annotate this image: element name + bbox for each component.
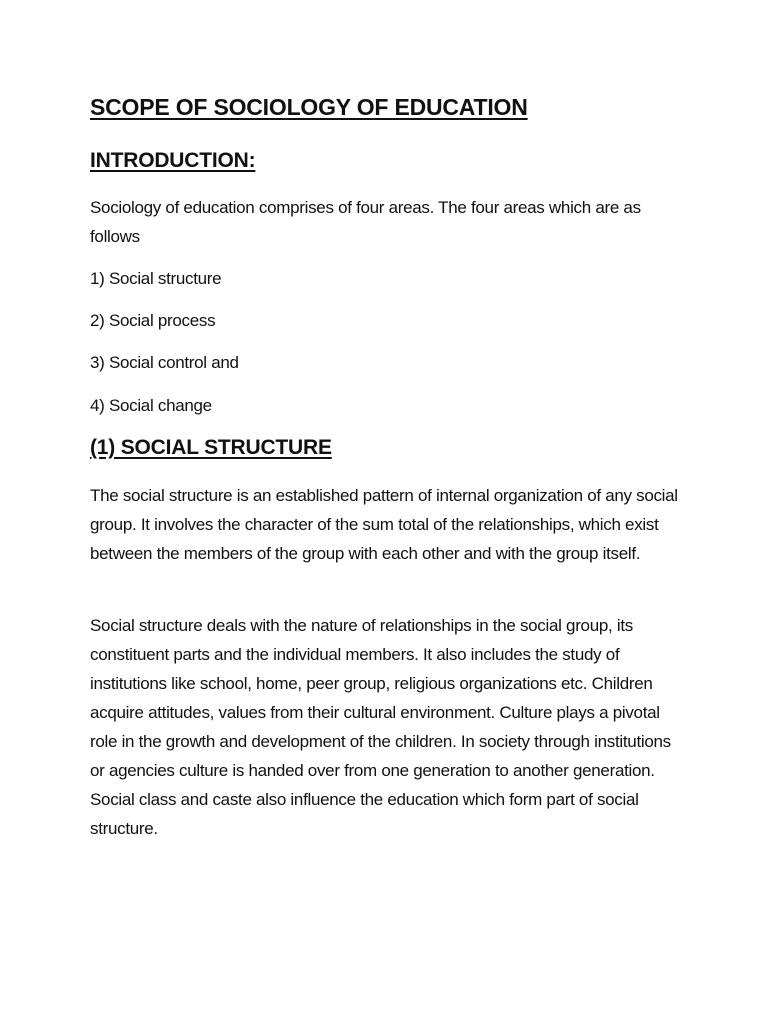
list-item: 4) Social change	[90, 396, 212, 415]
list-item: 1) Social structure	[90, 269, 222, 288]
list-item: 3) Social control and	[90, 353, 239, 372]
social-structure-paragraph-1: The social structure is an established pattern of internal organization of any social group. It involves the character of the sum total of the relationships, which exist between the members of the group with each other and with the group itself.	[90, 486, 678, 563]
introduction-heading: INTRODUCTION:	[90, 149, 256, 172]
list-item: 2) Social process	[90, 311, 216, 330]
social-structure-heading: (1) SOCIAL STRUCTURE	[90, 436, 332, 459]
social-structure-paragraph-2: Social structure deals with the nature of relationships in the social group, its constituent parts and the individual members. It also includes the study of institutions like school, home, peer group, religious organizations etc. Children acquire attitudes, values from their cultural environment. Culture plays a pivotal role in the growth and development of the children. In society through institutions or agencies culture is handed over from one generation to another generation. Social class and caste also influence the education which form part of social structure.	[90, 616, 671, 838]
introduction-paragraph: Sociology of education comprises of four areas. The four areas which are as follows	[90, 198, 641, 246]
document-title: SCOPE OF SOCIOLOGY OF EDUCATION	[90, 94, 528, 120]
